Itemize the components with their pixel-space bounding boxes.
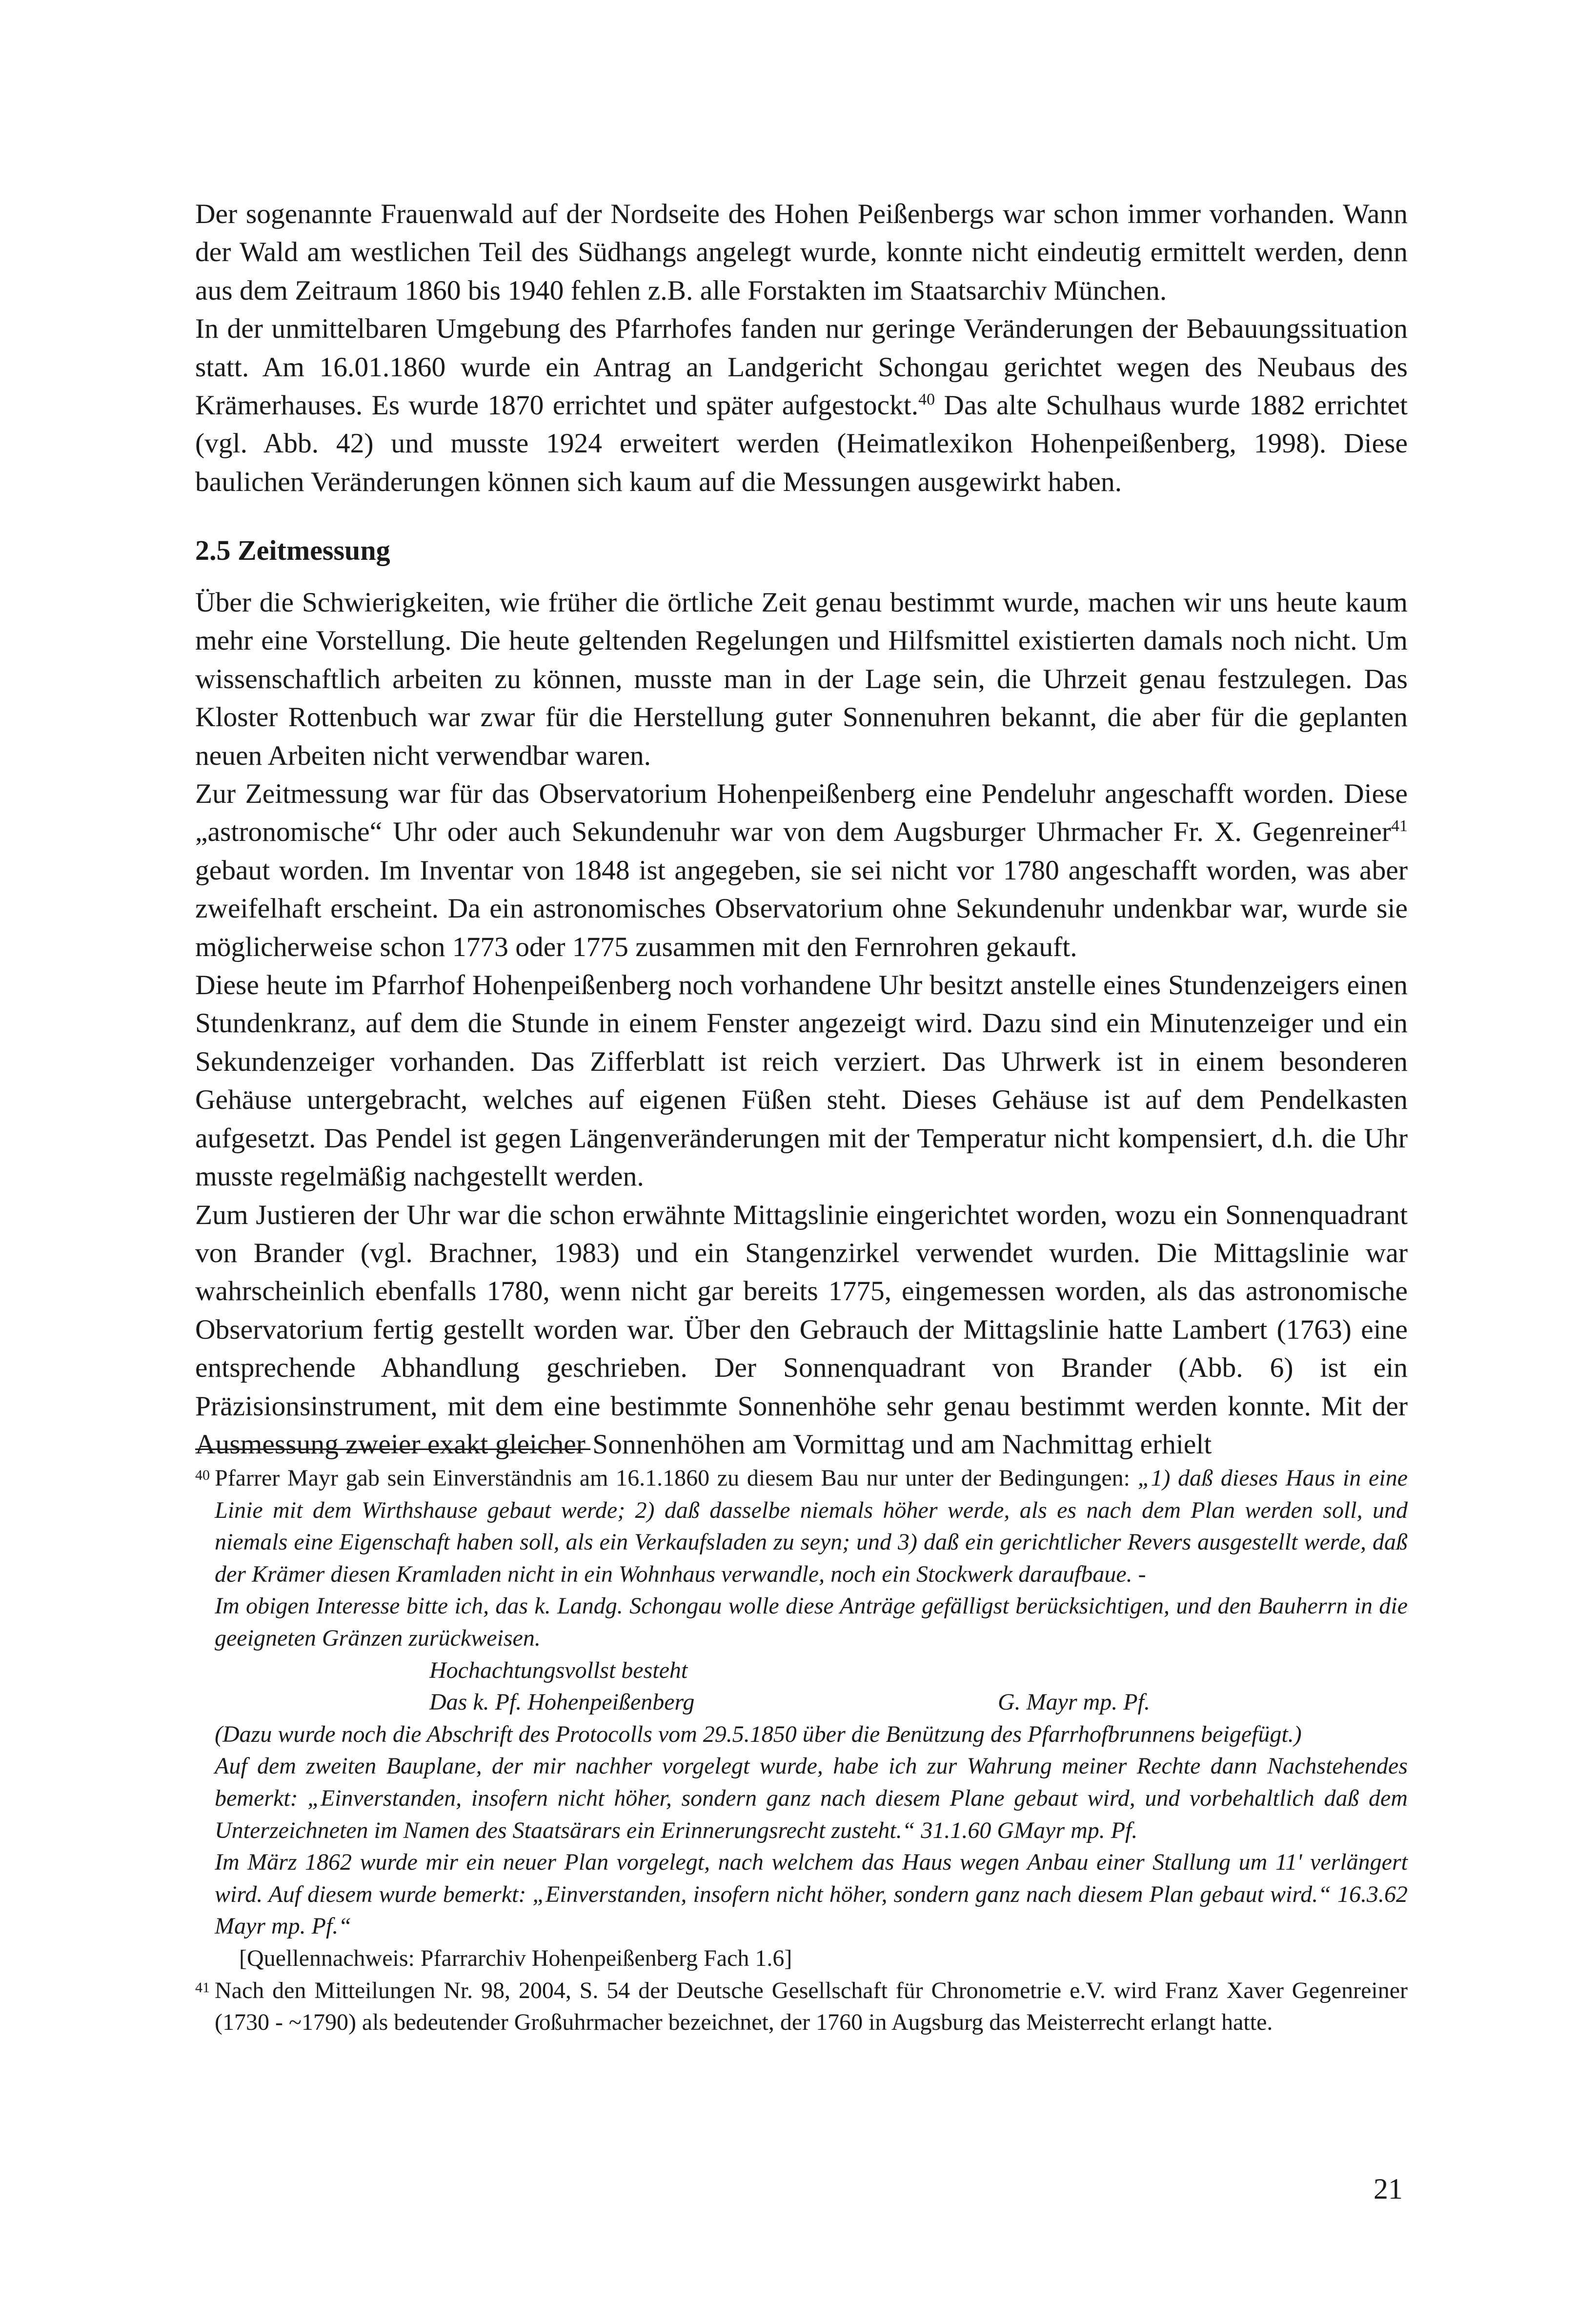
page-number: 21 xyxy=(1374,2173,1403,2205)
footnote-40-signature-1 xyxy=(195,1654,1408,1687)
section-paragraph-2-text-b: gebaut worden. Im Inventar von 1848 ist angegeben, sie sei nicht vor 1780 angeschafft worden, was aber zweifelhaft erscheint. Da ein astronomisches Observatorium ohne Sekundenuhr undenkbar war, wurde sie möglicherweise schon 1773 oder 1775 zusammen mit den Fernrohren gekauft. xyxy=(195,855,1408,962)
section-paragraph-4: Zum Justieren der Uhr war die schon erwähnte Mittagslinie eingerichtet worden, wozu ein Sonnenquadrant von Brander (vgl. Brachner, 1983) und ein Stangenzirkel verwendet wurden. Die Mittagslinie war wahrscheinlich ebenfalls 1780, wenn nicht gar bereits 1775, eingemessen worden, als das astronomische Observatorium fertig gestellt worden war. Über den Gebrauch der Mittagslinie hatte Lambert (1763) eine entsprechende Abhandlung geschrieben. Der Sonnenquadrant von Brander (Abb. 6) ist ein Präzisionsinstrument, mit dem eine bestimmte Sonnenhöhe sehr genau bestimmt werden konnte. Mit der Ausmessung zweier exakt gleicher Sonnenhöhen am Vormittag und am Nachmittag erhielt xyxy=(195,1199,1408,1460)
footnote-40-quote: „1) daß dieses Haus in eine Linie mit dem Wirthshause gebaut werde; 2) daß dasselbe niemals höher werde, als es nach dem Plan werden soll, und niemals eine Eigenschaft haben soll, als ein Verkaufsladen zu seyn; und 3) daß ein gerichtlicher Revers ausgestellt werde, daß der Krämer diesen Kramladen nicht in ein Wohnhaus verwandle, noch ein Stockwerk daraufbaue. - xyxy=(215,1465,1408,1587)
footnote-40-source: [Quellennachweis: Pfarrarchiv Hohenpeißenberg Fach 1.6] xyxy=(239,1945,792,1971)
footnote-41-text: Nach den Mitteilungen Nr. 98, 2004, S. 54 der Deutsche Gesellschaft für Chronometrie e.V. wird Franz Xaver Gegenreiner (1730 - ~1790) als bedeutender Großuhrmacher bezeichnet, der 1760 in Augsburg das Meisterrecht erlangt hatte. xyxy=(215,1977,1408,2036)
intro-paragraph-2-text-b: Das alte Schulhaus wurde 1882 errichtet (vgl. Abb. 42) und musste 1924 erweitert werden (Heimatlexikon Hohenpeißenberg, 1998). Diese baulichen Veränderungen können sich kaum auf die Messungen ausgewirkt haben. xyxy=(195,390,1408,497)
footnote-40-note: (Dazu wurde noch die Abschrift des Protocolls vom 29.5.1850 über die Benützung des Pfarrhofbrunnens beigefügt.) xyxy=(215,1721,1302,1747)
intro-text xyxy=(195,195,1408,501)
section-text xyxy=(195,584,1408,1464)
footnote-40 xyxy=(195,1462,1408,1590)
intro-paragraph-1: Der sogenannte Frauenwald auf der Nordseite des Hohen Peißenbergs war schon immer vorhanden. Wann der Wald am westlichen Teil des Südhangs angelegt wurde, konnte nicht eindeutig ermittelt werden, denn aus dem Zeitraum 1860 bis 1940 fehlen z.B. alle Forstakten im Staatsarchiv München. xyxy=(195,199,1408,306)
section-heading: 2.5 Zeitmessung xyxy=(195,534,390,566)
footnote-40-closing: Hochachtungsvollst besteht xyxy=(429,1657,688,1683)
section-paragraph-3: Diese heute im Pfarrhof Hohenpeißenberg noch vorhandene Uhr besitzt anstelle eines Stundenzeigers einen Stundenkranz, auf dem die Stunde in einem Fenster angezeigt wird. Dazu sind ein Minutenzeiger und ein Sekundenzeiger vorhanden. Das Zifferblatt ist reich verziert. Das Uhrwerk ist in einem besonderen Gehäuse untergebracht, welches auf eigenen Füßen steht. Dieses Gehäuse ist auf dem Pendelkasten aufgesetzt. Das Pendel ist gegen Längenveränderungen mit der Temperatur nicht kompensiert, d.h. die Uhr musste regelmäßig nachgestellt werden. xyxy=(195,970,1408,1192)
footnote-ref-41[interactable]: 41 xyxy=(1391,817,1408,836)
footnote-40-second-plan: Auf dem zweiten Bauplane, der mir nachher vorgelegt wurde, habe ich zur Wahrung meiner Rechte dann Nachstehendes bemerkt: „Einverstanden, insofern nicht höher, sondern ganz nach diesem Plane gebaut wird, und vorbehaltlich daß dem Unterzeichneten im Namen des Staatsärars ein Erinnerungsrecht zusteht.“ 31.1.60 GMayr mp. Pf. xyxy=(215,1753,1408,1843)
footnote-40-lead: Pfarrer Mayr gab sein Einverständnis am 16.1.1860 zu diesem Bau nur unter der Bedingungen: xyxy=(215,1465,1138,1491)
footnote-40-request: Im obigen Interesse bitte ich, das k. Landg. Schongau wolle diese Anträge gefälligst berücksichtigen, und den Bauherrn in die geeigneten Gränzen zurückweisen. xyxy=(215,1593,1408,1651)
section-paragraph-1: Über die Schwierigkeiten, wie früher die örtliche Zeit genau bestimmt wurde, machen wir uns heute kaum mehr eine Vorstellung. Die heute geltenden Regelungen und Hilfsmittel existierten damals noch nicht. Um wissenschaftlich arbeiten zu können, musste man in der Lage sein, die Uhrzeit genau festzulegen. Das Kloster Rottenbuch war zwar für die Herstellung guter Sonnenuhren bekannt, die aber für die geplanten neuen Arbeiten nicht verwendbar waren. xyxy=(195,587,1408,771)
section-paragraph-2-text-a: Zur Zeitmessung war für das Observatorium Hohenpeißenberg eine Pendeluhr angeschafft worden. Diese „astronomische“ Uhr oder auch Sekundenuhr war von dem Augsburger Uhrmacher Fr. X. Gegenreiner xyxy=(195,778,1408,848)
footnote-41-number: 41 xyxy=(195,1979,210,1996)
footnote-40-signature-2 xyxy=(195,1686,1408,1718)
intro-paragraph-2 xyxy=(195,310,1408,501)
footnote-separator xyxy=(195,1449,590,1450)
footnote-40-signer: G. Mayr mp. Pf. xyxy=(998,1689,1150,1715)
footnote-40-office: Das k. Pf. Hohenpeißenberg xyxy=(429,1689,695,1715)
intro-paragraph-2-text-a: In der unmittelbaren Umgebung des Pfarrhofes fanden nur geringe Veränderungen der Bebauungssituation statt. Am 16.01.1860 wurde ein Antrag an Landgericht Schongau gerichtet wegen des Neubaus des Krämerhauses. Es wurde 1870 errichtet und später aufgestockt. xyxy=(195,313,1408,421)
footnote-ref-40[interactable]: 40 xyxy=(918,390,935,408)
footnote-40-third-plan: Im März 1862 wurde mir ein neuer Plan vorgelegt, nach welchem das Haus wegen Anbau einer Stallung um 11' verlängert wird. Auf diesem wurde bemerkt: „Einverstanden, insofern nicht höher, sondern ganz nach diesem Plan gebaut wird.“ 16.3.62 Mayr mp. Pf.“ xyxy=(215,1849,1408,1940)
section-paragraph-2 xyxy=(195,775,1408,966)
footnotes xyxy=(195,1462,1408,2039)
footnote-40-number: 40 xyxy=(195,1467,210,1483)
footnote-41 xyxy=(195,1975,1408,2039)
